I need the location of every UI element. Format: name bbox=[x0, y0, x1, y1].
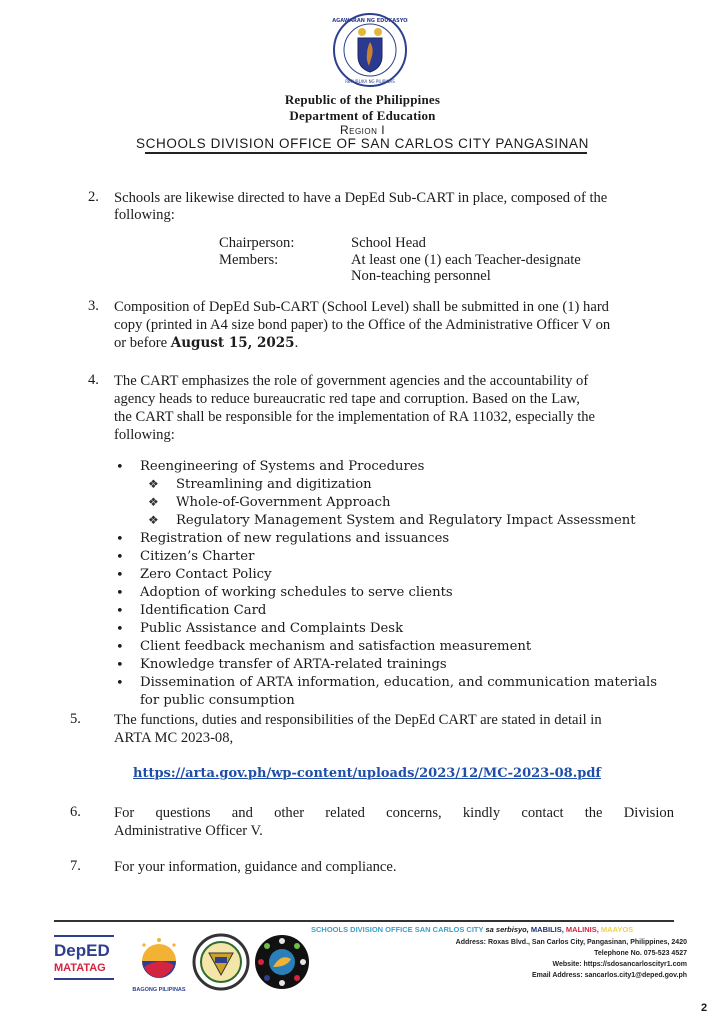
list-item: Adoption of working schedules to serve clients bbox=[140, 585, 453, 600]
item-2-line1: Schools are likewise directed to have a DepEd Sub-CART in place, composed of the bbox=[114, 190, 608, 206]
seal-icon bbox=[332, 12, 408, 88]
sdo-seal-icon bbox=[192, 933, 250, 991]
item-4-line3: the CART shall be responsible for the implementation of RA 11032, especially the bbox=[114, 409, 596, 425]
svg-text:KAGAWARAN NG EDUKASYON: KAGAWARAN NG EDUKASYON bbox=[332, 18, 408, 24]
bagong-pilipinas-icon bbox=[130, 935, 188, 983]
bullet-icon: • bbox=[116, 676, 124, 691]
sub-list-item: Streamlining and digitization bbox=[176, 477, 372, 492]
bagong-pilipinas-text: BAGONG PILIPINAS bbox=[132, 987, 186, 993]
item-5-line2: ARTA MC 2023-08, bbox=[114, 730, 234, 746]
item-3-number: 3. bbox=[88, 298, 99, 314]
item-3-line2: copy (printed in A4 size bond paper) to the Office of the Administrative Officer V on bbox=[114, 317, 611, 333]
diamond-bullet-icon: ❖ bbox=[148, 495, 159, 509]
item-6-number: 6. bbox=[70, 804, 81, 820]
sub-list-item: Regulatory Management System and Regulatory Impact Assessment bbox=[176, 513, 636, 528]
deped-matatag-logo bbox=[54, 935, 116, 989]
item-4-line2: agency heads to reduce bureaucratic red tape and corruption. Based on the Law, bbox=[114, 391, 580, 407]
diamond-bullet-icon: ❖ bbox=[148, 477, 159, 491]
list-item: Reengineering of Systems and Procedures bbox=[140, 459, 425, 474]
list-item-continued: for public consumption bbox=[140, 693, 295, 708]
deadline-date: August 15, 2025 bbox=[170, 335, 295, 351]
item-4-line4: following: bbox=[114, 427, 175, 443]
page-number: 2 bbox=[701, 1002, 708, 1014]
footer-website[interactable]: Website: https://sdosancarloscityr1.com bbox=[552, 961, 687, 968]
header-sdo: SCHOOLS DIVISION OFFICE OF SAN CARLOS CITY PANGASINAN bbox=[136, 136, 589, 151]
division-emblem-icon bbox=[253, 933, 311, 991]
item-5-line1: The functions, duties and responsibilities of the DepEd CART are stated in detail in bbox=[114, 712, 602, 728]
bagong-pilipinas-logo bbox=[130, 935, 188, 993]
members-value-2: Non-teaching personnel bbox=[351, 268, 491, 284]
bullet-icon: • bbox=[116, 532, 124, 547]
bullet-icon: • bbox=[116, 622, 124, 637]
members-value-1: At least one (1) each Teacher-designate bbox=[351, 252, 581, 268]
bullet-icon: • bbox=[116, 550, 124, 565]
tagline-serbisyo: sa serbisyo, bbox=[485, 925, 531, 934]
footer-telephone: Telephone No. 075-523 4527 bbox=[594, 950, 687, 957]
item-5-number: 5. bbox=[70, 711, 81, 727]
footer-divider bbox=[54, 920, 674, 922]
bullet-icon: • bbox=[116, 604, 124, 619]
item-3-pre: or before bbox=[114, 335, 171, 351]
list-item: Registration of new regulations and issuances bbox=[140, 531, 450, 546]
tagline-malinis: MALINIS, bbox=[565, 925, 601, 934]
footer-email[interactable]: Email Address: sancarlos.city1@deped.gov.ph bbox=[531, 972, 687, 979]
footer-tagline bbox=[311, 925, 633, 934]
header-divider bbox=[145, 152, 587, 154]
tagline-office: SCHOOLS DIVISION OFFICE SAN CARLOS CITY bbox=[311, 925, 486, 934]
header-republic: Republic of the Philippines bbox=[284, 92, 441, 107]
list-item: Public Assistance and Complaints Desk bbox=[140, 621, 404, 636]
bullet-icon: • bbox=[116, 640, 124, 655]
chairperson-label: Chairperson: bbox=[219, 235, 295, 251]
bullet-icon: • bbox=[116, 460, 124, 475]
item-6-line2: Administrative Officer V. bbox=[114, 823, 263, 839]
members-label: Members: bbox=[219, 252, 279, 268]
deped-seal-logo bbox=[332, 12, 408, 88]
header-department: Department of Education bbox=[289, 108, 436, 123]
list-item: Client feedback mechanism and satisfaction measurement bbox=[140, 639, 532, 654]
bullet-icon: • bbox=[116, 586, 124, 601]
footer-address: Address: Roxas Blvd., San Carlos City, Pangasinan, Philippines, 2420 bbox=[455, 939, 687, 946]
list-item: Zero Contact Policy bbox=[140, 567, 272, 582]
item-3-line1: Composition of DepEd Sub-CART (School Level) shall be submitted in one (1) hard bbox=[114, 299, 609, 315]
chairperson-value: School Head bbox=[351, 235, 426, 251]
item-3-post: . bbox=[294, 335, 299, 351]
item-4-line1: The CART emphasizes the role of government agencies and the accountability of bbox=[114, 373, 589, 389]
sdo-san-carlos-seal bbox=[192, 933, 250, 991]
list-item: Knowledge transfer of ARTA-related trainings bbox=[140, 657, 447, 672]
item-7-line1: For your information, guidance and compliance. bbox=[114, 859, 397, 875]
bullet-icon: • bbox=[116, 658, 124, 673]
matatag-wordmark: MATATAG bbox=[54, 962, 106, 974]
deped-wordmark: DepED bbox=[54, 941, 110, 960]
list-item: Dissemination of ARTA information, education, and communication materials bbox=[140, 675, 657, 690]
list-item: Citizen’s Charter bbox=[140, 549, 255, 564]
arta-mc-link[interactable]: https://arta.gov.ph/wp-content/uploads/2023/12/MC-2023-08.pdf bbox=[133, 766, 602, 781]
item-2-line2: following: bbox=[114, 207, 175, 223]
division-emblem-logo bbox=[253, 933, 311, 991]
item-4-number: 4. bbox=[88, 372, 99, 388]
header-region: Region I bbox=[339, 123, 386, 137]
item-2-number: 2. bbox=[88, 189, 99, 205]
svg-text:REPUBLIKA NG PILIPINAS: REPUBLIKA NG PILIPINAS bbox=[345, 79, 395, 84]
item-3-line3 bbox=[114, 334, 298, 352]
list-item: Identification Card bbox=[140, 603, 267, 618]
item-6-line1: For questions and other related concerns, kindly contact the Division bbox=[114, 805, 674, 821]
tagline-mabilis: MABILIS, bbox=[530, 925, 566, 934]
tagline-maayos: MAAYOS bbox=[600, 925, 634, 934]
sub-list-item: Whole-of-Government Approach bbox=[176, 495, 391, 510]
item-7-number: 7. bbox=[70, 858, 81, 874]
bullet-icon: • bbox=[116, 568, 124, 583]
diamond-bullet-icon: ❖ bbox=[148, 513, 159, 527]
